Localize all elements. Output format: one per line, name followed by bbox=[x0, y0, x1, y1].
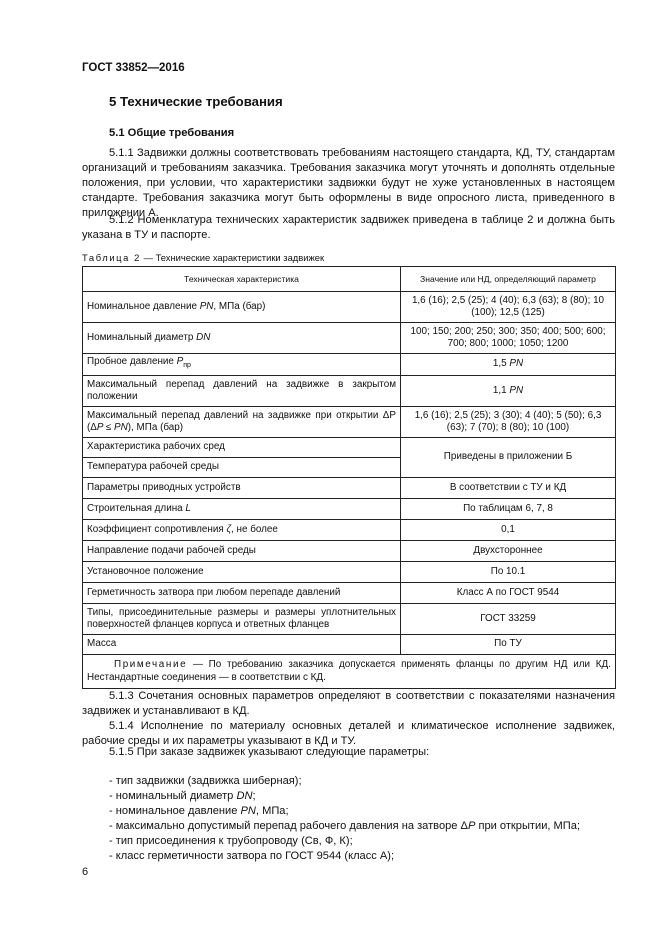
table-row bbox=[83, 562, 616, 583]
table-row bbox=[83, 499, 616, 520]
table-header-row bbox=[83, 267, 616, 292]
list-item: - класс герметичности затвора по ГОСТ 9544 (класс А); bbox=[109, 850, 395, 862]
row-resistance-name: Коэффициент сопротивления ζ, не более bbox=[83, 520, 401, 541]
row-face-to-face-value: По таблицам 6, 7, 8 bbox=[401, 499, 616, 520]
row-nominal-diameter-name: Номинальный диаметр DN bbox=[83, 323, 401, 354]
row-max-diff-closed-name: Максимальный перепад давлений на задвижке в закрытом положении bbox=[83, 376, 401, 407]
row-max-diff-closed-value: 1,1 PN bbox=[401, 376, 616, 407]
row-mass-name: Масса bbox=[83, 635, 401, 655]
table-caption-label: Таблица 2 bbox=[82, 252, 141, 263]
row-max-diff-open-value: 1,6 (16); 2,5 (25); 3 (30); 4 (40); 5 (50); 6,3 (63); 7 (70); 8 (80); 10 (100) bbox=[401, 407, 616, 438]
row-test-pressure-name: Пробное давление $P_{пр}$ bbox=[83, 354, 401, 376]
row-media-characteristics-name: Характеристика рабочих сред bbox=[83, 438, 401, 458]
order-parameters-list bbox=[109, 774, 580, 864]
row-installation-name: Установочное положение bbox=[83, 562, 401, 583]
row-media-temperature-name: Температура рабочей среды bbox=[83, 458, 401, 478]
row-nominal-pressure-name: Номинальное давление PN, МПа (бар) bbox=[83, 292, 401, 323]
row-tightness-name: Герметичность затвора при любом перепаде давлений bbox=[83, 583, 401, 604]
table-note: Примечание — По требованию заказчика допускается применять фланцы по другим НД или КД. Нестандартные соединения — в соответствии с КД. bbox=[83, 655, 616, 689]
paragraph-5-1-2: 5.1.2 Номенклатура технических характеристик задвижек приведена в таблице 2 и должна быть указана в ТУ и паспорте. bbox=[82, 214, 615, 241]
list-item: - тип присоединения к трубопроводу (Св, Ф, К); bbox=[109, 835, 353, 847]
characteristics-table bbox=[82, 266, 616, 689]
list-item: - тип задвижки (задвижка шиберная); bbox=[109, 775, 302, 787]
column-header-characteristic: Техническая характеристика bbox=[83, 267, 401, 292]
row-mass-value: По ТУ bbox=[401, 635, 616, 655]
table-row bbox=[83, 541, 616, 562]
table-row bbox=[83, 292, 616, 323]
row-face-to-face-name: Строительная длина L bbox=[83, 499, 401, 520]
table-caption bbox=[82, 252, 324, 263]
row-actuators-value: В соответствии с ТУ и КД bbox=[401, 478, 616, 499]
table-row bbox=[83, 376, 616, 407]
table-row bbox=[83, 604, 616, 635]
row-installation-value: По 10.1 bbox=[401, 562, 616, 583]
table-row bbox=[83, 438, 616, 458]
row-flow-direction-name: Направление подачи рабочей среды bbox=[83, 541, 401, 562]
list-item: - номинальный диаметр DN; bbox=[109, 790, 256, 802]
row-media-characteristics-value: Приведены в приложении Б bbox=[401, 438, 616, 478]
table-row bbox=[83, 323, 616, 354]
table-row bbox=[83, 478, 616, 499]
page-number: 6 bbox=[82, 866, 89, 878]
row-flanges-name: Типы, присоединительные размеры и размеры уплотнительных поверхностей фланцев корпуса и ответных фланцев bbox=[83, 604, 401, 635]
table-caption-text: — Технические характеристики задвижек bbox=[140, 252, 325, 263]
row-nominal-diameter-value: 100; 150; 200; 250; 300; 350; 400; 500; 600; 700; 800; 1000; 1050; 1200 bbox=[401, 323, 616, 354]
table-row bbox=[83, 583, 616, 604]
paragraph-5-1-1: 5.1.1 Задвижки должны соответствовать требованиям настоящего стандарта, КД, ТУ, стандартам организаций и требованиям заказчика. Требования заказчика могут уточнять и дополнять отдельные положения, при условии, что характеристики задвижки будут не хуже установленных в настоящем стандарте. Требования заказчика могут быть оформлены в виде опросного листа, приведенного в приложении А. bbox=[82, 147, 615, 219]
row-flanges-value: ГОСТ 33259 bbox=[401, 604, 616, 635]
paragraph-5-1-4: 5.1.4 Исполнение по материалу основных деталей и климатическое исполнение задвижек, рабочие среды и их параметры указывают в КД и ТУ. bbox=[82, 720, 615, 747]
standard-header: ГОСТ 33852—2016 bbox=[82, 62, 185, 74]
table-row bbox=[83, 520, 616, 541]
paragraph-5-1-5: 5.1.5 При заказе задвижек указывают следующие параметры: bbox=[109, 746, 430, 758]
row-max-diff-open-name: Максимальный перепад давлений на задвижке при открытии ΔP (ΔP ≤ PN), МПа (бар) bbox=[83, 407, 401, 438]
row-resistance-value: 0,1 bbox=[401, 520, 616, 541]
table-note-row bbox=[83, 655, 616, 689]
column-header-value: Значение или НД, определяющий параметр bbox=[401, 267, 616, 292]
list-item: - номинальное давление PN, МПа; bbox=[109, 805, 289, 817]
table-row bbox=[83, 635, 616, 655]
row-tightness-value: Класс А по ГОСТ 9544 bbox=[401, 583, 616, 604]
table-row bbox=[83, 407, 616, 438]
table-row bbox=[83, 354, 616, 376]
paragraph-5-1-3: 5.1.3 Сочетания основных параметров определяют в соответствии с показателями назначения задвижек и устанавливают в КД. bbox=[82, 690, 615, 717]
row-actuators-name: Параметры приводных устройств bbox=[83, 478, 401, 499]
row-test-pressure-value: 1,5 PN bbox=[401, 354, 616, 376]
row-nominal-pressure-value: 1,6 (16); 2,5 (25); 4 (40); 6,3 (63); 8 (80); 10 (100); 12,5 (125) bbox=[401, 292, 616, 323]
section-title: 5 Технические требования bbox=[109, 94, 283, 109]
list-item: - максимально допустимый перепад рабочего давления на затворе ΔP при открытии, МПа; bbox=[109, 820, 581, 832]
subsection-title: 5.1 Общие требования bbox=[109, 127, 235, 139]
row-flow-direction-value: Двухстороннее bbox=[401, 541, 616, 562]
